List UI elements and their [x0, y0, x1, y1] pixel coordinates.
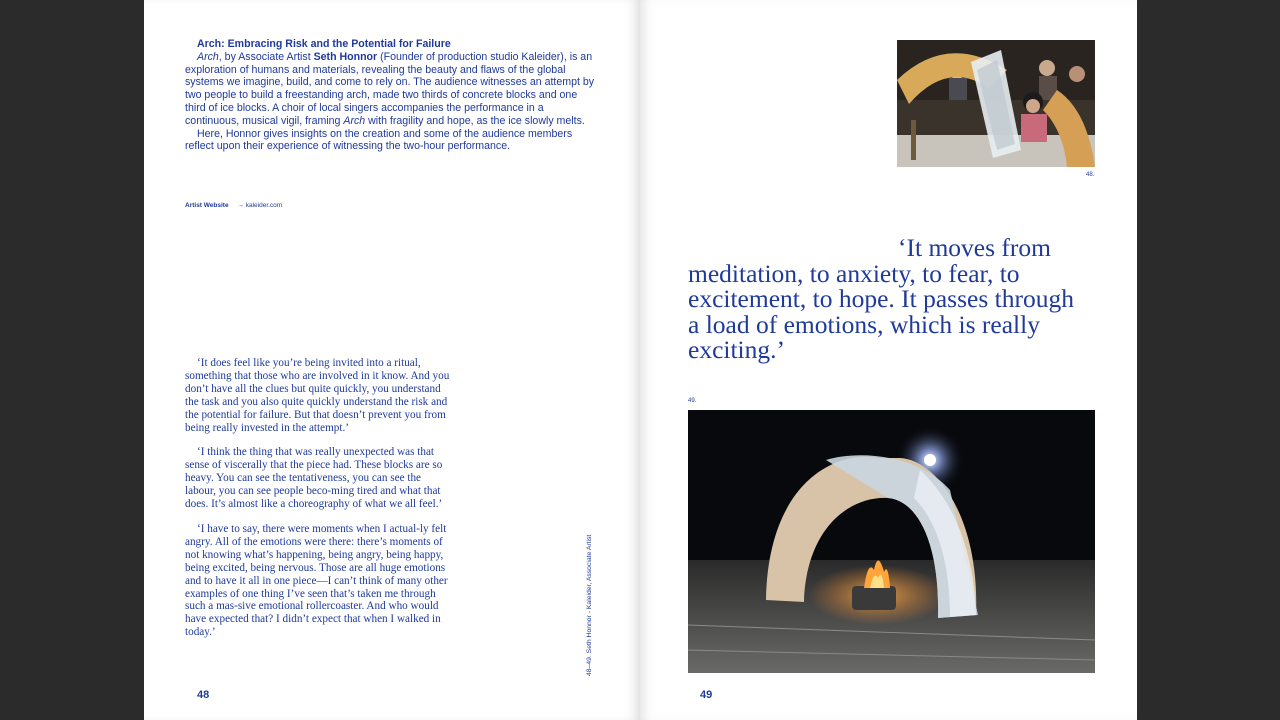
artist-website: [185, 202, 282, 209]
quote-1: ‘It does feel like you’re being invited into a ritual, something that those who are involved in it know. And you don’t have all the clues but quite quickly, you understand the task and you also quite quickly understand the risk and the potential for failure. But that doesn’t prevent you from being really invested in the attempt.’: [185, 357, 450, 434]
audience-quotes: [185, 357, 453, 651]
caption-49: 49.: [688, 398, 697, 404]
website-link[interactable]: kaleider.com: [245, 202, 283, 209]
audience-arch-illustration: [897, 40, 1095, 167]
caption-48: 48.: [1086, 172, 1095, 178]
pull-quote: [688, 235, 1088, 363]
intro-text-c: with fragility and hope, as the ice slowly melts.: [365, 114, 585, 127]
intro-section: [185, 38, 597, 153]
intro-paragraph-1: [185, 51, 597, 128]
right-page: [640, 0, 1137, 720]
website-label: Artist Website: [185, 202, 229, 209]
arrow-right-icon: →: [237, 202, 244, 209]
intro-text-b: (Founder of production studio Kaleider), is an exploration of humans and materials, revealing the beauty and flaws of the global systems we imagine, build, and come to rely on. The audience witnesses an attempt by two people to build a freestanding arch, made two thirds of concrete blocks and one third of ice blocks. A choir of local singers accompanies the performance in a continuous, musical vigil, framing: [185, 50, 595, 127]
intro-paragraph-2: Here, Honnor gives insights on the creation and some of the audience members reflect upon their experience of witnessing the two-hour performance.: [185, 127, 573, 153]
performance-photo-main: [688, 410, 1095, 673]
arch-night-illustration: [688, 410, 1095, 673]
article-heading: Arch: Embracing Risk and the Potential for Failure: [197, 38, 451, 50]
artist-name: Seth Honnor: [313, 50, 378, 63]
quote-2: ‘I think the thing that was really unexpected was that sense of viscerally that the piece had. These blocks are so heavy. You can see the tentativeness, you can see the labour, you can see people beco-ming tired and what that does. It’s almost like a choreography of what we all feel.’: [185, 446, 443, 511]
arch-title: Arch: [197, 50, 219, 63]
quote-3: ‘I have to say, there were moments when I actual-ly felt angry. All of the emotions were there: there’s moments of not knowing what’s happening, being angry, being happy, being excited, being nervous. Those are all huge emotions and to have it all in one piece—I can’t think of many other examples of one thing I’ve seen that’s taken me through such a mas-sive emotional rollercoaster. And who would have expected that? I didn’t expect that when I walked in today.’: [185, 522, 448, 639]
pull-quote-first-line: ‘It moves from: [898, 233, 1051, 262]
intro-text-a: , by Associate Artist: [218, 50, 314, 63]
arch-title-inline: Arch: [343, 114, 366, 127]
pull-quote-body: meditation, to anxiety, to fear, to excitement, to hope. It passes through a load of emotions, which is really exciting.’: [688, 258, 1074, 364]
page-number-right: 49: [700, 689, 713, 701]
photo-credit: 48–49. Seth Honnor - Kaleider, Associate Artist: [586, 534, 593, 676]
page-number-left: 48: [197, 689, 210, 701]
performance-photo-top: [897, 40, 1095, 167]
left-page: [144, 0, 640, 720]
